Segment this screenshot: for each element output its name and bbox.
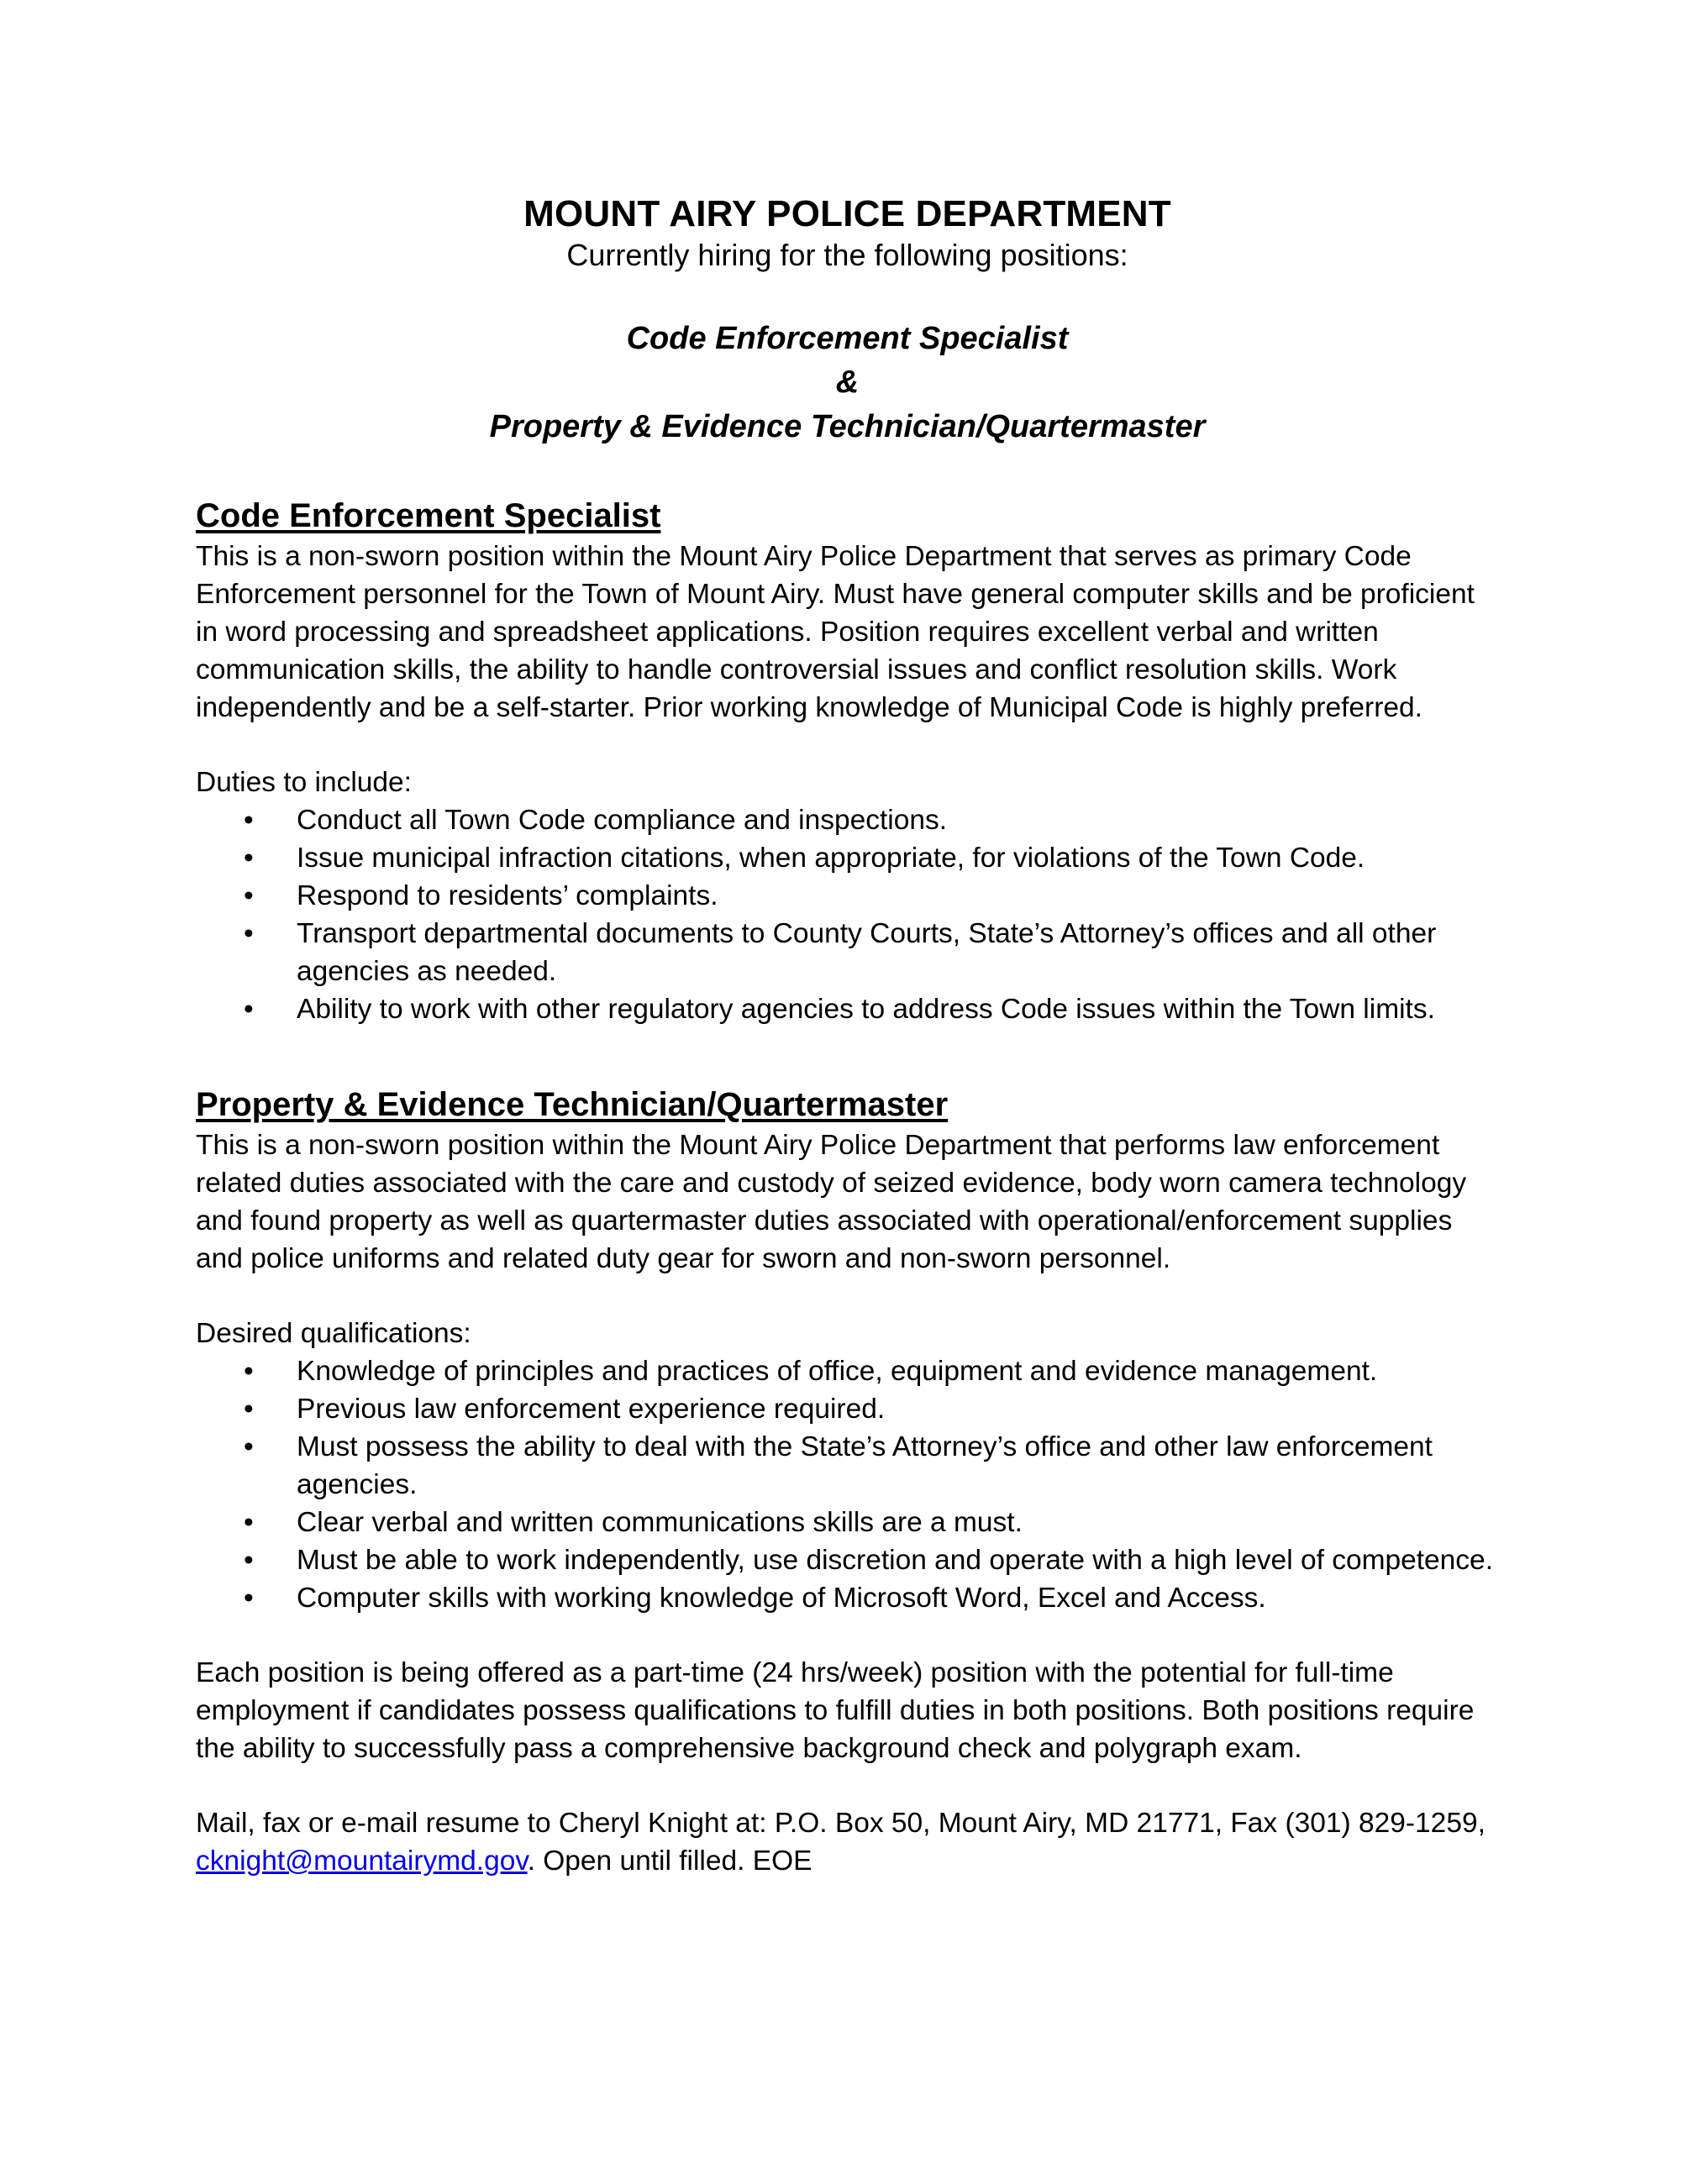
list-item-label: Issue municipal infraction citations, when appropriate, for violations of the Town Code.: [297, 843, 1365, 874]
position-title-two: Property & Evidence Technician/Quartermaster: [489, 408, 1206, 444]
list-item-label: Respond to residents’ complaints.: [297, 880, 718, 912]
list-item: [196, 1390, 1499, 1428]
page-subtitle: Currently hiring for the following positions:: [566, 238, 1128, 273]
page-title: MOUNT AIRY POLICE DEPARTMENT: [523, 193, 1171, 234]
list-item: [196, 915, 1499, 990]
list-lead-in-qualifications: Desired qualifications:: [196, 1317, 471, 1349]
bullet-icon: •: [244, 918, 254, 950]
offer-paragraph: Each position is being offered as a part-time (24 hrs/week) position with the potential for full-time employment if candidates possess qualifications to fulfill duties in both positions. Both positions require the ability to successfully pass a comprehensive background check and polygraph exam.: [196, 1657, 1475, 1765]
list-item-label: Previous law enforcement experience required.: [297, 1393, 886, 1425]
list-item: [196, 990, 1499, 1028]
position-title-one: Code Enforcement Specialist: [626, 320, 1069, 356]
list-item: [196, 839, 1499, 877]
contact-paragraph: [196, 1804, 1499, 1880]
position-title-separator: &: [835, 365, 860, 401]
bullet-icon: •: [244, 1583, 254, 1614]
bullet-icon: •: [244, 880, 254, 912]
list-lead-in-duties: Duties to include:: [196, 767, 412, 799]
paragraph-spacer: [196, 1278, 1499, 1315]
bullet-icon: •: [244, 994, 254, 1026]
list-item-label: Knowledge of principles and practices of office, equipment and evidence management.: [297, 1355, 1378, 1387]
paragraph-spacer: [196, 1617, 1499, 1654]
contact-suffix-text: . Open until filled. EOE: [527, 1845, 812, 1877]
section-heading-code-enforcement: Code Enforcement Specialist: [196, 496, 661, 534]
list-item: [196, 801, 1499, 839]
duties-list: [196, 801, 1499, 1028]
contact-prefix-text: Mail, fax or e-mail resume to Cheryl Knight at: P.O. Box 50, Mount Airy, MD 21771, Fax (301) 829-1259,: [196, 1808, 1486, 1840]
list-item: [196, 877, 1499, 915]
qualifications-list: [196, 1352, 1499, 1617]
list-item-label: Transport departmental documents to County Courts, State’s Attorney’s offices and all other agencies as needed.: [297, 918, 1437, 988]
list-item-label: Computer skills with working knowledge of Microsoft Word, Excel and Access.: [297, 1583, 1266, 1614]
list-item-label: Conduct all Town Code compliance and inspections.: [297, 805, 948, 837]
bullet-icon: •: [244, 1431, 254, 1462]
list-item: [196, 1428, 1499, 1504]
bullet-icon: •: [244, 1393, 254, 1425]
bullet-icon: •: [244, 1545, 254, 1576]
list-item: [196, 1504, 1499, 1541]
section-paragraph-code-enforcement: This is a non-sworn position within the Mount Airy Police Department that serves as primary Code Enforcement personnel for the Town of Mount Airy. Must have general computer skills and be proficient in word processing and spreadsheet applications. Position requires excellent verbal and written communication skills, the ability to handle controversial issues and conflict resolution skills. Work independently and be a self-starter. Prior working knowledge of Municipal Code is highly preferred.: [196, 540, 1475, 724]
section-paragraph-property-evidence: This is a non-sworn position within the Mount Airy Police Department that performs law enforcement related duties associated with the care and custody of seized evidence, body worn camera technology and found property as well as quartermaster duties associated with operational/enforcement supplies and police uniforms and related duty gear for sworn and non-sworn personnel.: [196, 1129, 1467, 1274]
list-item: [196, 1352, 1499, 1390]
bullet-icon: •: [244, 1506, 254, 1538]
list-item-label: Ability to work with other regulatory agencies to address Code issues within the Town limits.: [297, 994, 1435, 1026]
list-item-label: Must possess the ability to deal with the State’s Attorney’s office and other law enforcement agencies.: [297, 1431, 1433, 1500]
list-item: [196, 1541, 1499, 1579]
bullet-icon: •: [244, 843, 254, 874]
paragraph-spacer: [196, 1767, 1499, 1804]
bullet-icon: •: [244, 1355, 254, 1387]
list-item-label: Must be able to work independently, use discretion and operate with a high level of competence.: [297, 1545, 1493, 1576]
bullet-icon: •: [244, 805, 254, 837]
list-item-label: Clear verbal and written communications skills are a must.: [297, 1506, 1023, 1538]
list-item: [196, 1579, 1499, 1617]
section-heading-property-evidence: Property & Evidence Technician/Quartermaster: [196, 1085, 949, 1123]
paragraph-spacer: [196, 727, 1499, 764]
contact-email-link[interactable]: cknight@mountairymd.gov: [196, 1845, 528, 1877]
